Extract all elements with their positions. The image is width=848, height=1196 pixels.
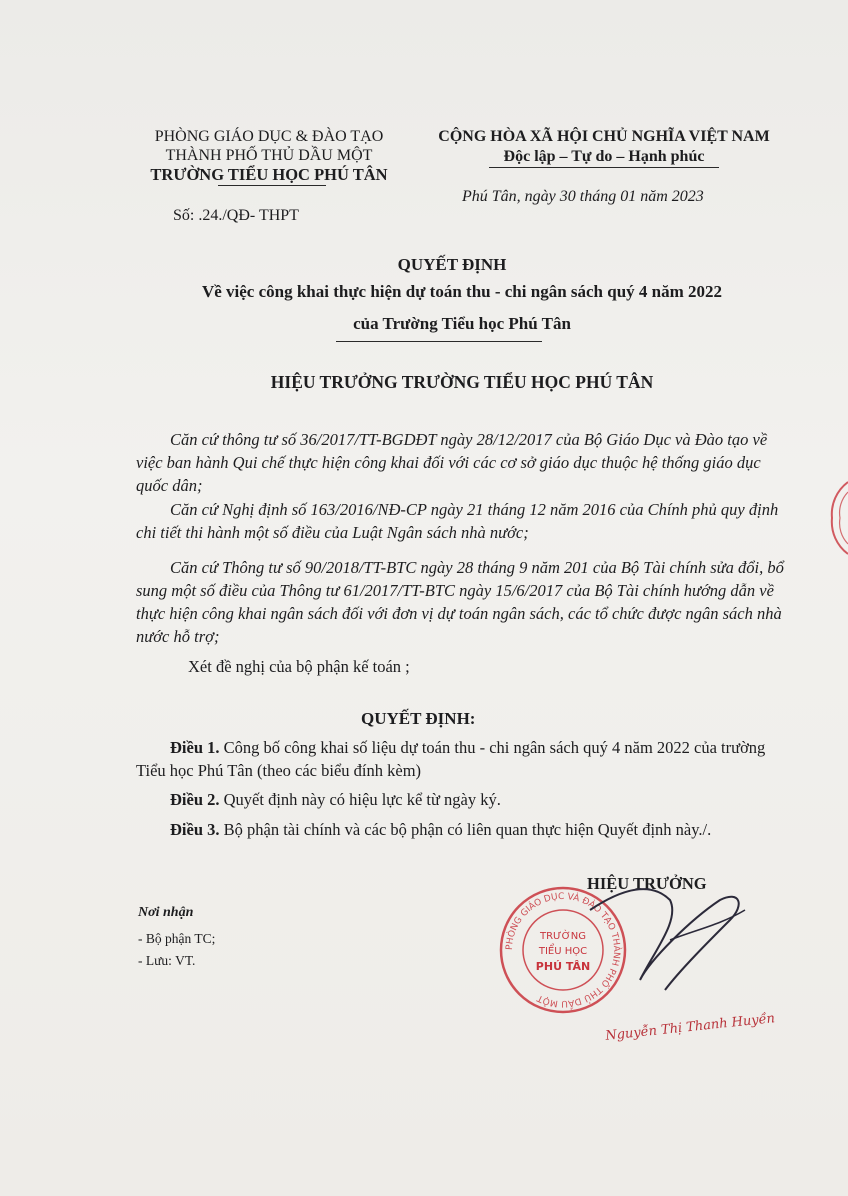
school-underline bbox=[218, 185, 326, 186]
article-1: Điều 1. Công bố công khai số liệu dự toán thu - chi ngân sách quý 4 năm 2022 của trường Tiểu học Phú Tân (theo các biểu đính kèm) bbox=[136, 738, 766, 780]
school-name: TRƯỜNG TIỂU HỌC PHÚ TÂN bbox=[150, 165, 388, 184]
decision-heading: QUYẾT ĐỊNH: bbox=[361, 709, 476, 728]
motto-underline bbox=[489, 167, 719, 168]
handwritten-signature bbox=[560, 880, 760, 1000]
document-subject-line-2: của Trường Tiểu học Phú Tân bbox=[353, 314, 571, 333]
recipients-title: Nơi nhận bbox=[138, 905, 194, 920]
seal-line-3: PHÚ TÂN bbox=[535, 960, 591, 973]
document-title: QUYẾT ĐỊNH bbox=[397, 255, 507, 274]
consideration-clause: Xét đề nghị của bộ phận kế toán ; bbox=[188, 657, 410, 676]
edge-seal-fragment bbox=[828, 478, 848, 558]
article-3: Điều 3. Bộ phận tài chính và các bộ phận có liên quan thực hiện Quyết định này./. bbox=[170, 820, 712, 839]
place-date: Phú Tân, ngày 30 tháng 01 năm 2023 bbox=[462, 188, 704, 205]
legal-basis-3: Căn cứ Thông tư số 90/2018/TT-BTC ngày 28 tháng 9 năm 201 của Bộ Tài chính sửa đổi, bổ sung một số điều của Thông tư 61/2017/TT-BTC ngày 15/6/2017 của Bộ Tài chính hướng dẫn về thực hiện công khai ngân sách đối với đơn vị dự toán ngân sách, các tổ chức được ngân sách nhà nước hỗ trợ; bbox=[136, 558, 784, 646]
seal-line-2: TIỂU HỌC bbox=[538, 946, 588, 957]
article-2-label: Điều 2. bbox=[170, 790, 220, 809]
signer-name: Nguyễn Thị Thanh Huyền bbox=[604, 1011, 776, 1044]
title-underline bbox=[336, 341, 542, 342]
issuing-authority: HIỆU TRƯỞNG TRƯỜNG TIỂU HỌC PHÚ TÂN bbox=[270, 372, 654, 392]
nation-title: CỘNG HÒA XÃ HỘI CHỦ NGHĨA VIỆT NAM bbox=[438, 128, 770, 145]
agency-line-1: PHÒNG GIÁO DỤC & ĐÀO TẠO bbox=[154, 128, 384, 145]
document-subject-line-1: Về việc công khai thực hiện dự toán thu - chi ngân sách quý 4 năm 2022 bbox=[201, 282, 723, 301]
recipient-item: - Lưu: VT. bbox=[138, 953, 196, 968]
legal-basis-1: Căn cứ thông tư số 36/2017/TT-BGDĐT ngày 28/12/2017 của Bộ Giáo Dục và Đào tạo về việc ban hành Qui chế thực hiện công khai đối với các cơ sở giáo dục thuộc hệ thống giáo dục quốc dân; bbox=[136, 430, 768, 495]
document-number: Số: .24./QĐ- THPT bbox=[173, 207, 299, 224]
recipient-item: - Bộ phận TC; bbox=[138, 931, 216, 946]
article-1-label: Điều 1. bbox=[170, 738, 220, 757]
signer-title: HIỆU TRƯỞNG bbox=[587, 874, 707, 893]
article-3-label: Điều 3. bbox=[170, 820, 220, 839]
legal-basis-2: Căn cứ Nghị định số 163/2016/NĐ-CP ngày 21 tháng 12 năm 2016 của Chính phủ quy định chi tiết thi hành một số điều của Luật Ngân sách nhà nước; bbox=[136, 500, 779, 542]
article-2: Điều 2. Quyết định này có hiệu lực kể từ ngày ký. bbox=[170, 790, 501, 809]
agency-line-2: THÀNH PHỐ THỦ DẦU MỘT bbox=[165, 147, 373, 164]
seal-line-1: TRƯỜNG bbox=[540, 931, 586, 942]
national-motto: Độc lập – Tự do – Hạnh phúc bbox=[503, 148, 705, 165]
seal-ring-text: PHÒNG GIÁO DỤC VÀ ĐÀO TẠO THÀNH PHỐ THỦ DẦU MỘT bbox=[504, 891, 622, 1009]
